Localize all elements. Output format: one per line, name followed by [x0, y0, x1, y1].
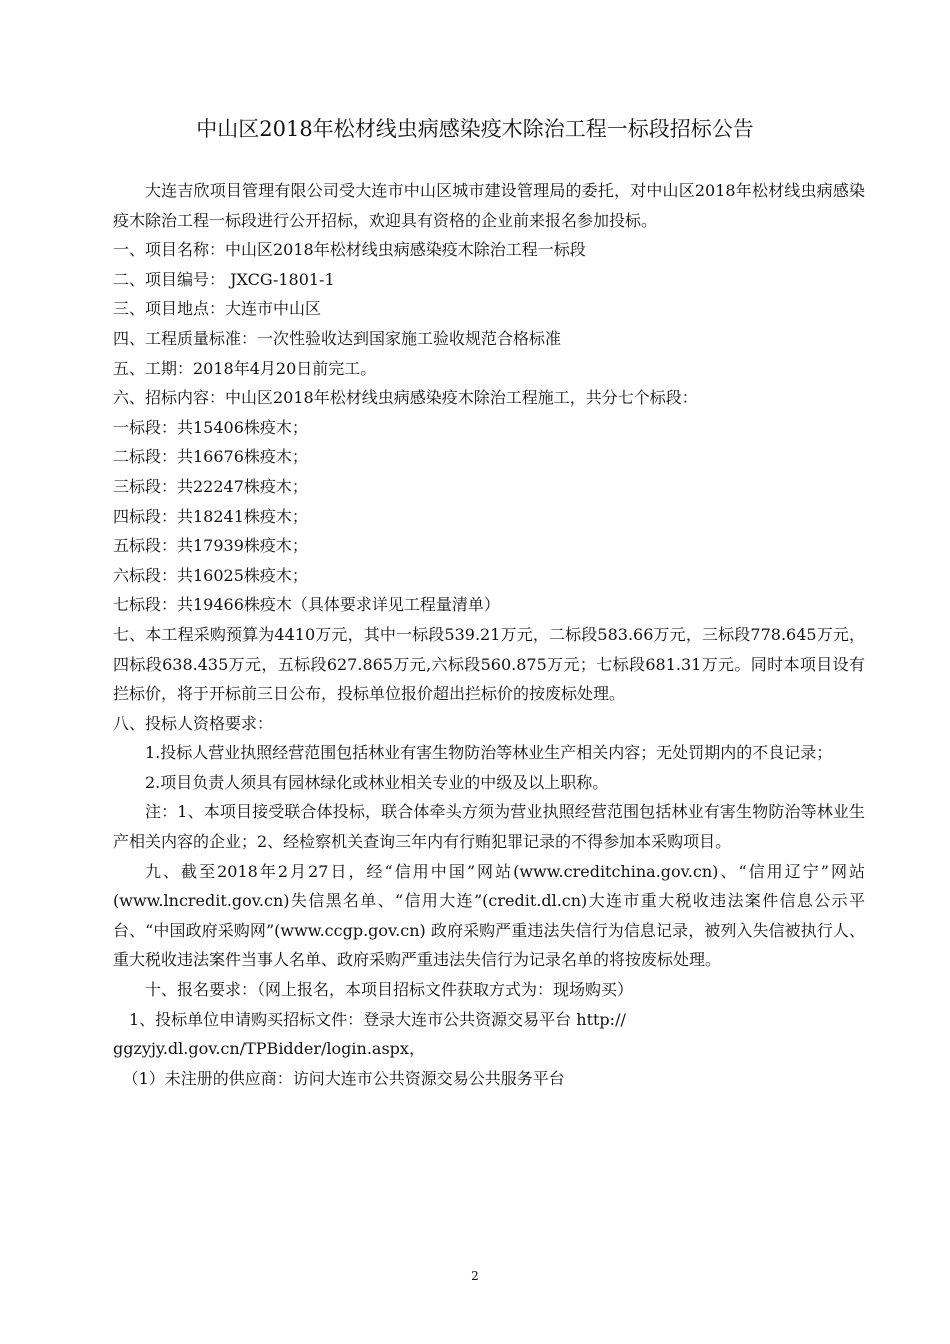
- item-project-name: 一、项目名称：中山区2018年松材线虫病感染疫木除治工程一标段: [113, 240, 586, 260]
- item-tender-content: 六、招标内容：中山区2018年松材线虫病感染疫木除治工程施工，共分七个标段：: [113, 388, 698, 408]
- item-quality-standard: 四、工程质量标准：一次性验收达到国家施工验收规范合格标准: [113, 328, 562, 348]
- registration-heading: 十、报名要求：（网上报名，本项目招标文件获取方式为：现场购买）: [145, 980, 634, 1000]
- section-line-5: 五标段：共17939株疫木；: [113, 536, 308, 556]
- credit-check-paragraph: 九、截至2018年2月27日，经“信用中国”网站(www.creditchina.gov.cn)、“信用辽宁”网站(www.lncredit.gov.cn)失信黑名单、“信用大连”(credit.dl.cn)大连市重大税收违法案件信息公示平台、“中国政府采购网”(www.ccgp.gov.cn) 政府采购严重违法失信行为信息记录，被列入失信被执行人、重大税收违法案件当事人名单、政府采购严重违法失信行为记录名单的将按废标处理。: [113, 861, 865, 970]
- registration-step-1: 1、投标单位申请购买招标文件：登录大连市公共资源交易平台 http://: [129, 1009, 626, 1029]
- section-line-3: 三标段：共22247株疫木；: [113, 476, 308, 496]
- page-number: 2: [471, 1269, 479, 1283]
- item-duration: 五、工期：2018年4月20日前完工。: [113, 358, 377, 378]
- intro-paragraph: 大连吉欣项目管理有限公司受大连市中山区城市建设管理局的委托，对中山区2018年松材线虫病感染疫木除治工程一标段进行公开招标，欢迎具有资格的企业前来报名参加投标。: [113, 181, 865, 230]
- section-line-2: 二标段：共16676株疫木；: [113, 447, 308, 467]
- registration-url[interactable]: ggzyjy.dl.gov.cn/TPBidder/login.aspx，: [113, 1039, 425, 1059]
- section-line-6: 六标段：共16025株疫木；: [113, 565, 308, 585]
- qualification-item-2: 2.项目负责人须具有园林绿化或林业相关专业的中级及以上职称。: [145, 772, 609, 792]
- registration-sub-item-1: （1）未注册的供应商：访问大连市公共资源交易公共服务平台: [122, 1068, 565, 1088]
- qualification-item-1: 1.投标人营业执照经营范围包括林业有害生物防治等林业生产相关内容；无处罚期内的不良记录；: [145, 743, 833, 763]
- document-title: 中山区2018年松材线虫病感染疫木除治工程一标段招标公告: [196, 117, 754, 141]
- section-line-4: 四标段：共18241株疫木；: [113, 506, 308, 526]
- item-project-location: 三、项目地点：大连市中山区: [113, 299, 322, 319]
- section-line-1: 一标段：共15406株疫木；: [113, 417, 308, 437]
- budget-paragraph: 七、本工程采购预算为4410万元，其中一标段539.21万元，二标段583.66万元，三标段778.645万元，四标段638.435万元，五标段627.865万元,六标段560.875万元；七标段681.31万元。同时本项目设有拦标价，将于开标前三日公布，投标单位报价超出拦标价的按废标处理。: [113, 624, 865, 704]
- section-line-7: 七标段：共19466株疫木（具体要求详见工程量清单）: [113, 595, 500, 615]
- qualification-heading: 八、投标人资格要求：: [113, 713, 274, 733]
- item-project-number: 二、项目编号： JXCG-1801-1: [113, 269, 335, 289]
- document-body: [113, 176, 865, 1093]
- qualification-note: 注：1、本项目接受联合体投标，联合体牵头方须为营业执照经营范围包括林业有害生物防治等林业生产相关内容的企业；2、经检察机关查询三年内有行贿犯罪记录的不得参加本采购项目。: [113, 802, 865, 852]
